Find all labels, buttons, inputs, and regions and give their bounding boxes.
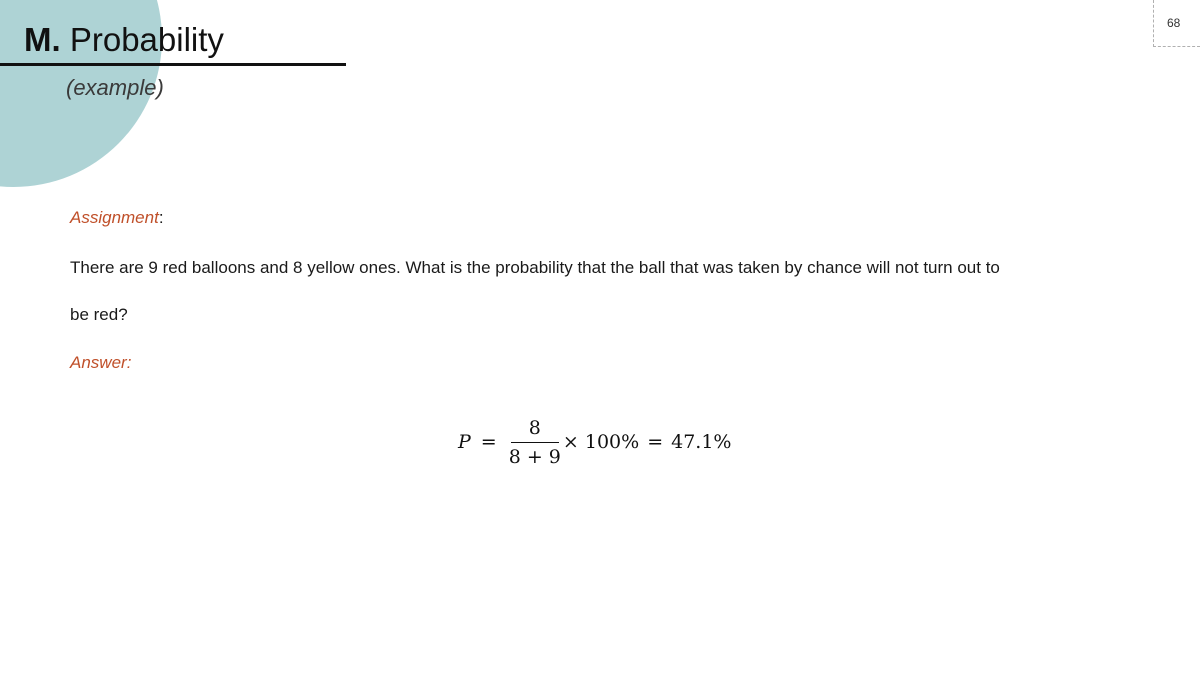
answer-colon: : — [126, 353, 132, 372]
formula-result: 47.1% — [671, 431, 732, 453]
assignment-label — [70, 207, 164, 229]
assignment-label-text: Assignment — [70, 208, 159, 227]
title-text: Probability — [69, 21, 224, 58]
slide-title — [24, 20, 224, 60]
fraction-numerator: 8 — [528, 416, 541, 439]
formula-variable: P — [458, 431, 471, 453]
answer-label — [70, 352, 131, 374]
formula-equals: = — [480, 431, 497, 453]
answer-label-text: Answer — [70, 353, 127, 372]
formula-multiplier: × 100% — [562, 431, 640, 453]
fraction-denominator: 8 + 9 — [508, 445, 561, 468]
question-line-2: be red? — [70, 305, 128, 324]
assignment-colon: : — [158, 208, 164, 227]
page-number: 68 — [1167, 16, 1181, 30]
probability-formula — [458, 414, 731, 470]
title-underline — [0, 63, 346, 66]
formula-result-equals: = — [647, 431, 664, 453]
question-line-1: There are 9 red balloons and 8 yellow ones. What is the probability that the ball that was taken by chance will not turn out to — [70, 258, 1000, 277]
formula-fraction — [509, 417, 561, 468]
slide-subtitle: (example) — [66, 75, 164, 100]
title-prefix: M. — [24, 21, 61, 58]
